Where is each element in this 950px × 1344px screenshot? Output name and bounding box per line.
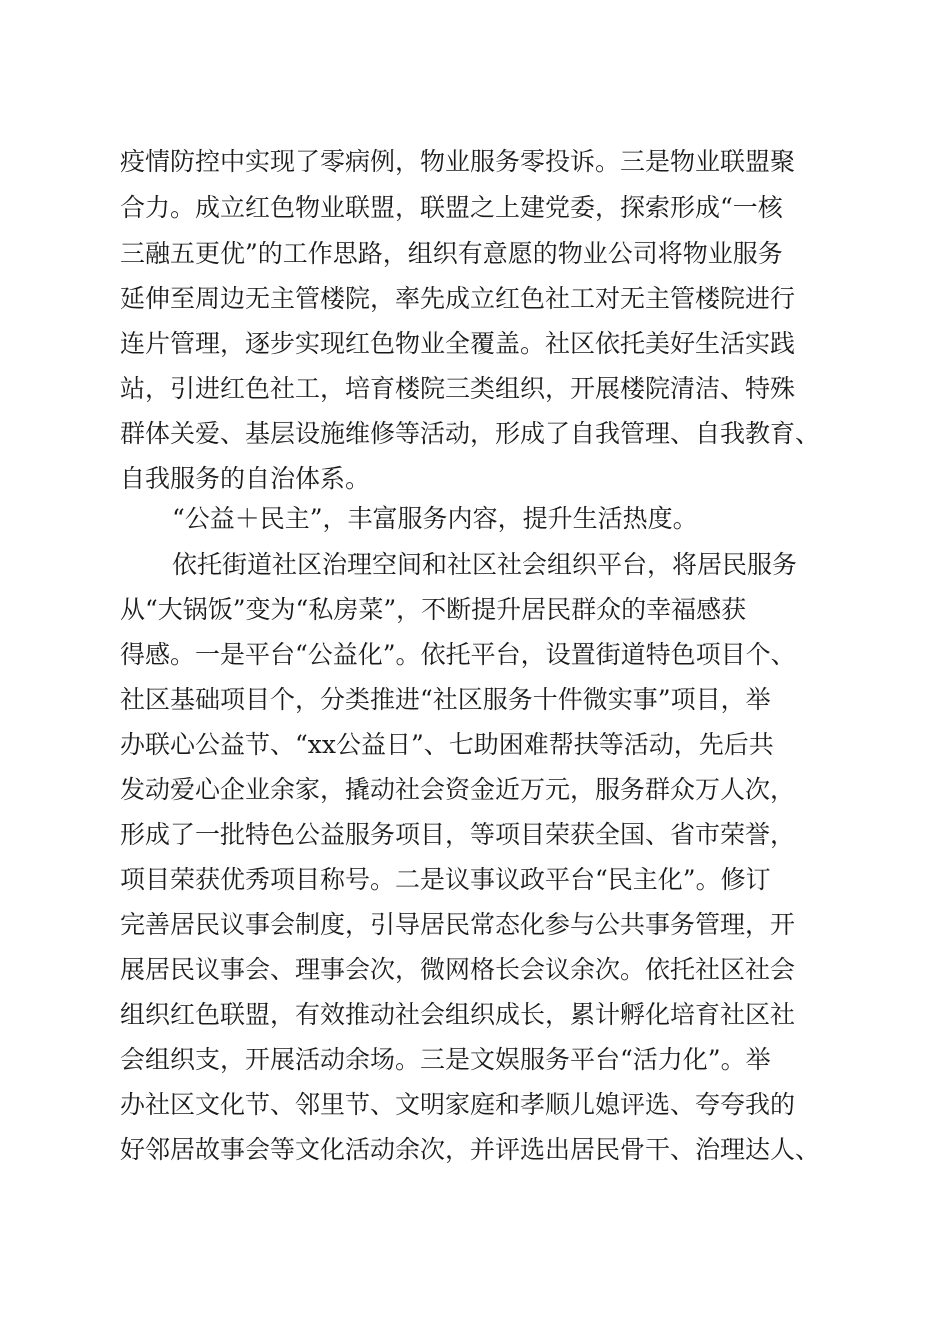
text-line-5: 连片管理，逐步实现红色物业全覆盖。社区依托美好生活实践 — [120, 329, 796, 358]
text-line-7: 群体关爱、基层设施维修等活动，形成了自我管理、自我教育、 — [120, 419, 821, 448]
text-line-12: 得感。一是平台“公益化”。依托平台，设置街道特色项目个、 — [120, 640, 796, 669]
text-line-23: 好邻居故事会等文化活动余次，并评选出居民骨干、治理达人、 — [120, 1135, 821, 1164]
text-line-2: 合力。成立红色物业联盟，联盟之上建党委，探索形成“一核 — [120, 193, 783, 222]
section-heading: “公益＋民主”，丰富服务内容，提升生活热度。 — [172, 504, 698, 533]
text-line-19: 展居民议事会、理事会次，微网格长会议余次。依托社区社会 — [120, 955, 796, 984]
text-line-11: 从“大锅饭”变为“私房菜”，不断提升居民群众的幸福感获 — [120, 595, 747, 624]
text-line-10: 依托街道社区治理空间和社区社会组织平台，将居民服务 — [172, 550, 798, 579]
text-line-14: 办联心公益节、“xx公益日”、七助困难帮扶等活动，先后共 — [120, 730, 774, 759]
text-line-20: 组织红色联盟，有效推动社会组织成长，累计孵化培育社区社 — [120, 1000, 796, 1029]
text-line-18: 完善居民议事会制度，引导居民常态化参与公共事务管理，开 — [120, 910, 796, 939]
text-line-21: 会组织支，开展活动余场。三是文娱服务平台“活力化”。举 — [120, 1045, 771, 1074]
text-line-8: 自我服务的自治体系。 — [120, 464, 371, 493]
text-line-16: 形成了一批特色公益服务项目，等项目荣获全国、省市荣誉， — [120, 820, 796, 849]
text-line-17: 项目荣获优秀项目称号。二是议事议政平台“民主化”。修订 — [120, 865, 771, 894]
text-line-15: 发动爱心企业余家，撬动社会资金近万元，服务群众万人次， — [120, 775, 796, 804]
text-line-22: 办社区文化节、邻里节、文明家庭和孝顺儿媳评选、夸夸我的 — [120, 1090, 796, 1119]
text-line-4: 延伸至周边无主管楼院，率先成立红色社工对无主管楼院进行 — [120, 284, 796, 313]
text-line-6: 站，引进红色社工，培育楼院三类组织，开展楼院清洁、特殊 — [120, 374, 796, 403]
text-line-13: 社区基础项目个，分类推进“社区服务十件微实事”项目，举 — [120, 685, 771, 714]
text-line-3: 三融五更优”的工作思路，组织有意愿的物业公司将物业服务 — [120, 239, 783, 268]
text-line-1: 疫情防控中实现了零病例，物业服务零投诉。三是物业联盟聚 — [120, 147, 796, 176]
